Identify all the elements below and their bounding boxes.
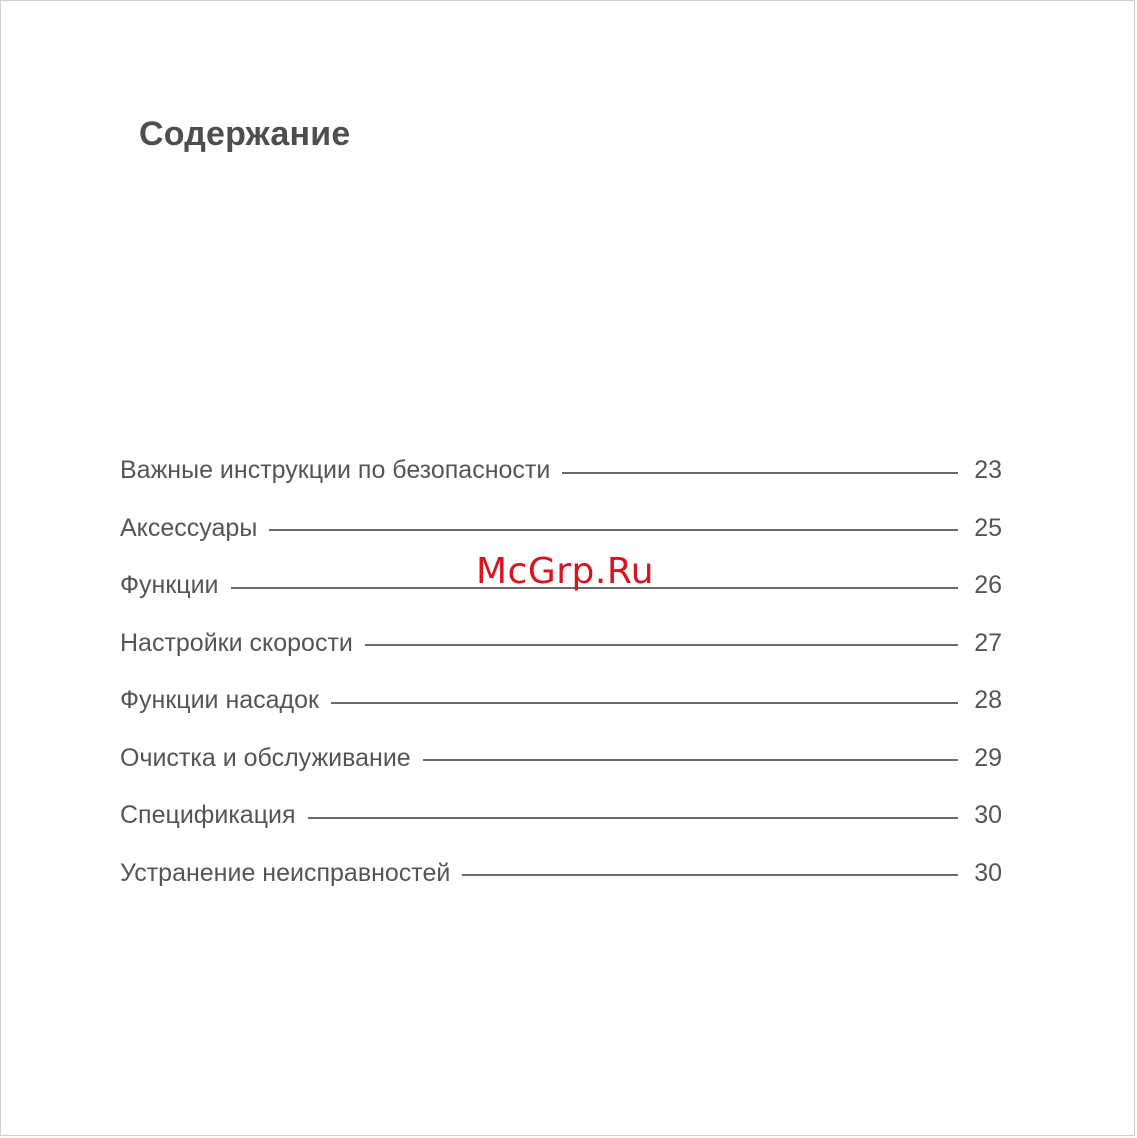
- toc-entry-label: Очистка и обслуживание: [120, 743, 411, 772]
- toc-entry-label: Функции насадок: [120, 686, 319, 715]
- page-title: Содержание: [139, 115, 351, 153]
- toc-entry[interactable]: [120, 500, 1002, 558]
- table-of-contents: [120, 442, 1002, 902]
- toc-entry[interactable]: [120, 615, 1002, 673]
- toc-leader-line: [462, 874, 958, 876]
- watermark: McGrp.Ru: [476, 551, 655, 592]
- toc-leader-line: [308, 817, 958, 819]
- toc-leader-line: [365, 644, 958, 646]
- toc-leader-line: [331, 702, 958, 704]
- toc-entry[interactable]: [120, 442, 1002, 500]
- toc-entry-label: Аксессуары: [120, 513, 258, 542]
- toc-entry-label: Функции: [120, 571, 219, 600]
- toc-entry-page: 26: [974, 571, 1002, 600]
- toc-entry-page: 28: [974, 686, 1002, 715]
- toc-entry[interactable]: [120, 672, 1002, 730]
- toc-entry-label: Спецификация: [120, 801, 296, 830]
- toc-leader-line: [269, 529, 958, 531]
- toc-entry-page: 25: [974, 513, 1002, 542]
- toc-leader-line: [562, 472, 958, 474]
- toc-entry-page: 30: [974, 858, 1002, 887]
- toc-entry[interactable]: [120, 845, 1002, 903]
- toc-entry-label: Устранение неисправностей: [120, 858, 451, 887]
- toc-entry-page: 29: [974, 743, 1002, 772]
- toc-leader-line: [423, 759, 958, 761]
- toc-entry[interactable]: [120, 787, 1002, 845]
- toc-entry[interactable]: [120, 730, 1002, 788]
- toc-entry-page: 27: [974, 628, 1002, 657]
- toc-entry-page: 23: [974, 456, 1002, 485]
- toc-entry-label: Настройки скорости: [120, 628, 353, 657]
- toc-entry-page: 30: [974, 801, 1002, 830]
- toc-entry-label: Важные инструкции по безопасности: [120, 456, 551, 485]
